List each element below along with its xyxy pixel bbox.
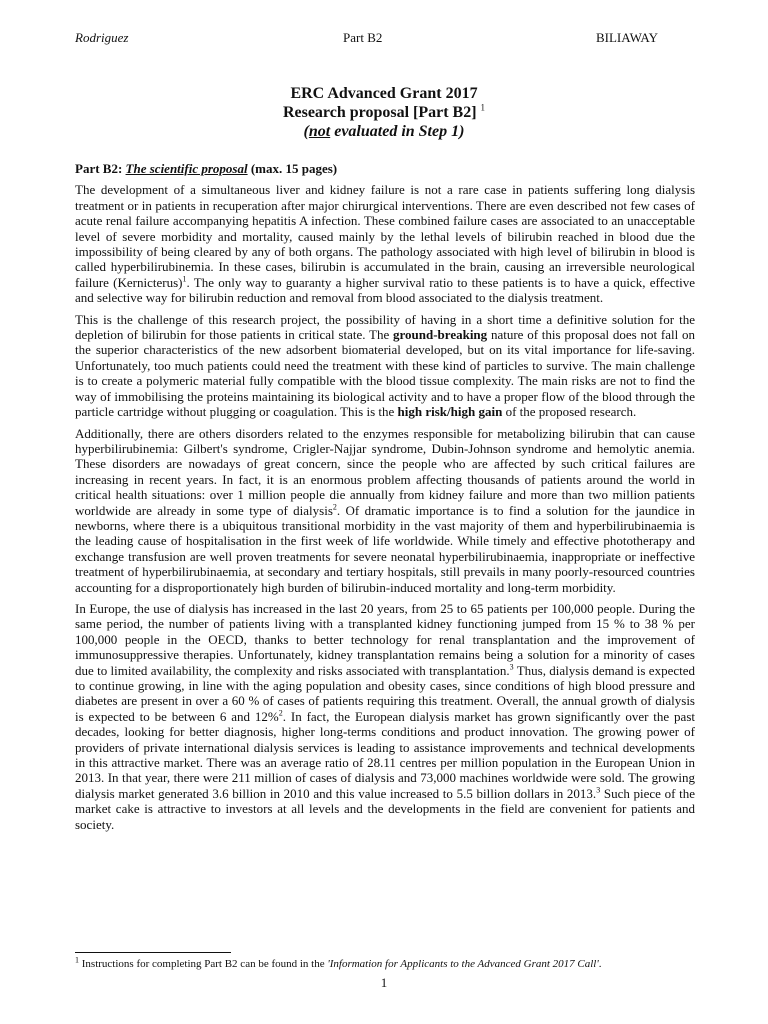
proposal-title-text: Research proposal [Part B2]: [282, 104, 477, 121]
section-suffix: (max. 15 pages): [247, 161, 338, 176]
evaluation-note-not: not: [308, 123, 331, 140]
footnote-number: 1: [75, 955, 79, 965]
evaluation-note: [75, 122, 693, 141]
footnote-ref-3b: 3: [596, 785, 601, 795]
proposal-title: [75, 103, 693, 122]
proposal-title-ref: 1: [480, 102, 486, 113]
header-part: Part B2: [343, 30, 383, 45]
paragraph-3-text-b: . Of dramatic importance is to find a solution for the jaundice in newborns, where there is a ubiquitous transitional morbidity in the vast majority of them and hyperbilirubinaemia is the leading cause of hospitalisation in the first week of life worldwide. While timely and effective phototherapy and exchange transfusion are well proven treatments for severe neonatal hyperbilirubinaemia, inappropriate or ineffective treatment of hyperbilirubinaemia, at secondary and tertiary hospitals, still prevails in many poorly-resourced countries accounting for a disproportionately high burden of bilirubin-induced mortality and long-term morbidity.: [75, 502, 695, 595]
footnote: [75, 955, 695, 971]
paragraph-2-text-a: This is the challenge of this research project, the possibility of having in a short time a definitive solution for the depletion of bilirubin for those patients in critical state. The: [75, 311, 695, 343]
footnote-ref-2: 2: [332, 502, 337, 512]
paragraph-4-text-b: Thus, dialysis demand is expected to continue growing, in line with the aging population and obesity cases, since conditions of high blood pressure and diabetes are present in over a 60 % of cases of patients requiring this treatment. Overall, the annual growth of dialysis is expected to be between 6 and 12%: [75, 662, 695, 724]
section-title: The scientific proposal: [125, 161, 248, 176]
paragraph-2-text-b: nature of this proposal does not fall on the superior characteristics of the new adsorbent biomaterial developed, but on its vital importance for life-saving. Unfortunately, too much patients could need the treatment with these kind of particles to survive. The main challenge is to create a polymeric material fully compatible with the blood tissue complexity. The main risks are not to find the way of immobilising the proteins maintaining its biological activity and to have a proper flow of the blood through the particle cartridge without plugging or coagulation. This is the: [75, 327, 695, 420]
evaluation-note-open: (: [303, 123, 309, 140]
header-author: Rodriguez: [75, 30, 129, 45]
paragraph-2: [75, 312, 695, 420]
paragraph-4-text-a: In Europe, the use of dialysis has increased in the last 20 years, from 25 to 65 patients per 100,000 people. During the same period, the number of patients living with a transplanted kidney functioning jumped from 15 % to 38 % per 100,000 people in the OECD, thanks to better technology for renal transplantation and the improvement of immunosuppressive therapies. Unfortunately, kidney transplantation remains being a solution for a minority of cases due to limited availability, the complexity and risks associated with transplantation.: [75, 600, 695, 678]
section-heading: [75, 161, 695, 176]
paragraph-4: [75, 601, 695, 832]
paragraph-4-text-c: . In fact, the European dialysis market has grown significantly over the past decades, looking for better diagnosis, higher long-terms conditions and product innovation. The growing power of providers of private international dialysis services is leading to assistance improvements and technical developments in this attractive market. There was an average ratio of 28.11 centres per million population in the European Union in 2013. In that year, there were 211 million of cases of dialysis and 73,000 machines worldwide were sold. The growing dialysis market generated 3.6 billion in 2010 and this value increased to 5.5 billion dollars in 2013.: [75, 708, 696, 801]
paragraph-2-bold-1: ground-breaking: [393, 327, 488, 343]
footnote-text-a: Instructions for completing Part B2 can be found in the: [79, 958, 328, 970]
paragraph-1-text-a: The development of a simultaneous liver and kidney failure is not a rare case in patients suffering long dialysis treatment or in patients in recuperation after major chirurgical interventions. There are even described not few cases of acute renal failure accompanying hepatitis A infection. These combined failure cases are associated to an unacceptable level of severe morbidity and mortality, caused mainly by the lethal levels of bilirubin reached in blood due the impossibility of being cleared by any of both organs. The pathology associated with high level of bilirubin in blood is called hyperbilirubinemia. In these cases, bilirubin is accumulated in the brain, causing an irreversible neurological failure (Kernicterus): [75, 182, 695, 290]
footnote-ref-2b: 2: [278, 708, 283, 718]
page-header: [75, 30, 658, 48]
section-prefix: Part B2:: [75, 161, 126, 176]
paragraph-1: [75, 182, 695, 305]
page-number: 1: [380, 975, 388, 990]
paragraph-1-text-b: . The only way to guaranty a higher survival ratio to these patients is to have a quick, effective and selective way for bilirubin reduction and removal from blood associated to the dialysis treatment.: [75, 274, 695, 306]
document-body: [75, 161, 695, 838]
evaluation-note-rest: evaluated in Step 1): [330, 123, 465, 140]
footnote-text-italic: 'Information for Applicants to the Advanced Grant 2017 Call': [327, 958, 599, 970]
paragraph-2-text-c: of the proposed research.: [502, 404, 637, 420]
paragraph-2-bold-2: high risk/high gain: [397, 404, 503, 420]
paragraph-3-text-a: Additionally, there are others disorders related to the enzymes responsible for metabolizing bilirubin that can cause hyperbilirubinemia: Gilbert's syndrome, Crigler-Najjar syndrome, Dubin-Johnson syndrome and hemolytic anemia. These disorders are nowadays of great concern, since the people who are affected by such critical failures are increasing in recent years. In fact, it is an enormous problem affecting thousands of patients around the world in critical health situations: over 1 million people die annually from kidney failure and more than two million patients worldwide are already in some type of dialysis: [75, 425, 695, 518]
header-acronym: BILIAWAY: [595, 30, 658, 45]
footnote-text-b: .: [598, 958, 602, 970]
document-titles: [75, 84, 693, 141]
footnote-ref-1: 1: [182, 274, 187, 284]
paragraph-3: [75, 426, 695, 595]
paragraph-4-text-d: Such piece of the market cake is attractive to investors at all levels and the developments in the field are convenient for patients and society.: [75, 785, 695, 832]
footnote-ref-3: 3: [509, 662, 514, 672]
grant-title: ERC Advanced Grant 2017: [290, 85, 478, 102]
footnote-divider: [75, 952, 231, 953]
